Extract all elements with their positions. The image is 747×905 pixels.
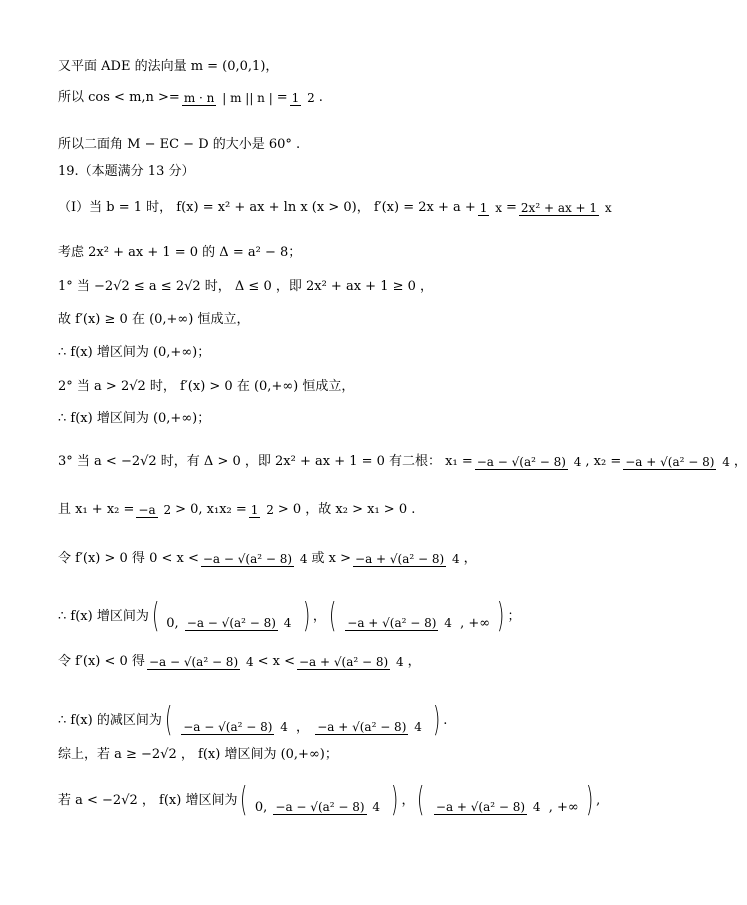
fraction-numerator: −a − √(a² − 8): [183, 720, 273, 734]
fraction-denominator: 4: [245, 654, 254, 669]
text-line-increasing-1: [58, 343, 210, 363]
text-or: 或 x >: [311, 551, 352, 566]
text-x2-equals: , x₂ =: [585, 454, 622, 469]
fraction-root-x1: [273, 800, 382, 815]
fraction-numerator: −a + √(a² − 8): [355, 551, 445, 566]
fraction-numerator: 2x² + ax + 1: [520, 200, 598, 215]
text-equals: =: [506, 200, 517, 215]
text-line-case-one-conclusion: [58, 310, 249, 330]
text-comma: ，: [312, 608, 326, 624]
text-line-part-one: [58, 198, 616, 218]
fraction-numerator: 1: [479, 200, 488, 215]
fraction-root-x1: [147, 655, 256, 670]
text-product-roots: > 0, x₁x₂ =: [175, 502, 247, 517]
interval-decreasing: ( −a − √(a² − 8) 4 ， −a + √(a² − 8) 4 ): [164, 700, 441, 740]
fraction-denominator: x: [604, 200, 612, 215]
fraction-denominator: 2: [307, 90, 315, 105]
text-line-summary-2: [58, 780, 601, 820]
text-sum-roots: 且 x₁ + x₂ =: [58, 502, 135, 517]
fraction-numerator: −a: [138, 502, 156, 517]
text-case-two: 2° 当 a > 2√2 时， f′(x) > 0 在 (0,+∞) 恒成立，: [58, 379, 355, 394]
fraction-numerator: −a − √(a² − 8): [476, 454, 566, 469]
fraction-derivative: [519, 201, 614, 216]
interval-summary-second: ( −a + √(a² − 8) 4 , +∞ ): [417, 780, 594, 820]
text-case-one: 1° 当 −2√2 ≤ a ≤ 2√2 时， Δ ≤ 0 ，即 2x² + ax + 1 ≥ 0 ，: [58, 279, 434, 294]
text-cos-prefix: 所以 cos < m,n >=: [58, 90, 180, 105]
fraction-numerator: −a + √(a² − 8): [435, 800, 526, 814]
text-comma: ，: [463, 551, 477, 566]
text-comma: ,: [596, 792, 601, 808]
fraction-numerator: −a − √(a² − 8): [275, 800, 365, 814]
fraction-denominator: 4: [372, 800, 381, 814]
text-line-decreasing-interval: [58, 700, 448, 740]
text-comma: ，: [407, 654, 421, 669]
fraction-one-half: [290, 91, 317, 106]
text-derivative-negative: 令 f′(x) < 0 得: [58, 654, 145, 669]
text-semicolon: ；: [507, 608, 521, 624]
fraction-numerator: −a + √(a² − 8): [317, 720, 407, 734]
fraction-neg-a-over-2: [136, 503, 173, 518]
fraction-denominator: 4: [396, 654, 404, 669]
text-case-one-conclusion: 故 f′(x) ≥ 0 在 (0,+∞) 恒成立，: [58, 312, 250, 327]
text-period: .: [443, 712, 448, 728]
text-derivative-positive: 令 f′(x) > 0 得 0 < x <: [58, 551, 199, 566]
fraction-denominator: 2: [266, 502, 274, 517]
fraction-denominator: 4: [299, 551, 308, 566]
text-dihedral-angle: 所以二面角 M − EC − D 的大小是 60° .: [58, 137, 301, 152]
fraction-one-half: [249, 503, 276, 518]
fraction-root-x1: [185, 616, 294, 631]
fraction-numerator: −a − √(a² − 8): [148, 654, 239, 669]
text-line-case-one: [58, 277, 433, 297]
text-line-dihedral-angle: [58, 135, 300, 155]
text-period: .: [318, 90, 323, 105]
text-line-discriminant: [58, 243, 301, 263]
text-line-cos: [58, 88, 323, 108]
fraction-denominator: 4: [283, 616, 292, 630]
text-roots-order: > 0 ，故 x₂ > x₁ > 0 .: [277, 502, 416, 517]
text-line-derivative-negative: [58, 652, 421, 672]
fraction-root-x1: [181, 720, 290, 735]
fraction-numerator: 1: [291, 90, 300, 105]
text-line-case-two: [58, 377, 354, 397]
fraction-one-over-x: [478, 201, 504, 216]
fraction-numerator: m · n: [183, 90, 215, 105]
fraction-denominator: 2: [163, 502, 172, 517]
fraction-numerator: −a − √(a² − 8): [202, 551, 293, 566]
fraction-root-x2: [315, 720, 424, 735]
fraction-denominator: 4: [532, 800, 541, 814]
fraction-numerator: −a + √(a² − 8): [298, 654, 389, 669]
text-equals: =: [276, 90, 288, 105]
text-discriminant: 考虑 2x² + ax + 1 = 0 的 Δ = a² − 8；: [58, 245, 302, 260]
text-comma: ，: [733, 454, 747, 469]
text-normal-vector: 又平面 ADE 的法向量 m = (0,0,1)，: [58, 59, 279, 74]
text-comma: ，: [401, 792, 415, 808]
fraction-root-x2: [345, 616, 454, 631]
fraction-denominator: 4: [414, 720, 422, 734]
fraction-denominator: 4: [573, 454, 582, 469]
text-infinity: , +∞: [460, 616, 491, 631]
text-line-case-three: [58, 452, 747, 472]
text-line-increasing-intervals: [58, 596, 521, 636]
text-summary-1: 综上，若 a ≥ −2√2 ， f(x) 增区间为 (0,+∞)；: [58, 747, 338, 762]
text-line-vieta: [58, 500, 415, 520]
interval-second: ( −a + √(a² − 8) 4 , +∞ ): [328, 596, 505, 636]
text-comma: ，: [296, 720, 310, 735]
text-between: < x <: [257, 654, 295, 669]
text-line-normal-vector: [58, 57, 278, 77]
fraction-denominator: 4: [444, 616, 452, 630]
text-zero: 0,: [166, 616, 179, 631]
fraction-denominator: 4: [280, 720, 288, 734]
text-case-three: 3° 当 a < −2√2 时，有 Δ > 0 ，即 2x² + ax + 1 = 0 有二根： x₁ =: [58, 454, 473, 469]
text-line-derivative-positive: [58, 549, 477, 569]
text-increasing-interval: ∴ f(x) 增区间为 (0,+∞)；: [58, 345, 211, 360]
fraction-root-x1: [201, 552, 310, 567]
text-summary-2: 若 a < −2√2 ， f(x) 增区间为: [58, 792, 238, 808]
fraction-denominator: 4: [722, 454, 730, 469]
text-line-question-19: [58, 162, 194, 182]
fraction-root-x1: [475, 455, 584, 470]
fraction-root-x2: [297, 655, 406, 670]
text-line-summary-1: [58, 745, 338, 765]
fraction-numerator: −a + √(a² − 8): [625, 454, 715, 469]
question-heading: 19.（本题满分 13 分）: [58, 164, 195, 179]
fraction-denominator: x: [495, 200, 503, 215]
text-increasing-interval: ∴ f(x) 增区间为 (0,+∞)；: [58, 411, 211, 426]
fraction-denominator: | m || n |: [222, 90, 273, 105]
text-part-one: （Ⅰ）当 b = 1 时， f(x) = x² + ax + ln x (x > 0)， f′(x) = 2x + a +: [58, 200, 476, 215]
text-infinity: , +∞: [548, 800, 579, 815]
text-decreasing-label: ∴ f(x) 的减区间为: [58, 712, 162, 728]
text-increasing-label: ∴ f(x) 增区间为: [58, 608, 149, 624]
fraction-dot-product: [182, 91, 275, 106]
fraction-root-x2: [623, 455, 732, 470]
fraction-numerator: −a − √(a² − 8): [186, 616, 276, 630]
fraction-root-x2: [353, 552, 462, 567]
fraction-root-x2: [434, 800, 543, 815]
text-zero: 0,: [254, 800, 268, 815]
fraction-denominator: 4: [452, 551, 460, 566]
fraction-numerator: 1: [250, 502, 259, 517]
interval-summary-first: ( 0, −a − √(a² − 8) 4 ): [240, 780, 399, 820]
interval-first: ( 0, −a − √(a² − 8) 4 ): [151, 596, 310, 636]
text-line-increasing-2: [58, 409, 210, 429]
fraction-numerator: −a + √(a² − 8): [347, 616, 437, 630]
